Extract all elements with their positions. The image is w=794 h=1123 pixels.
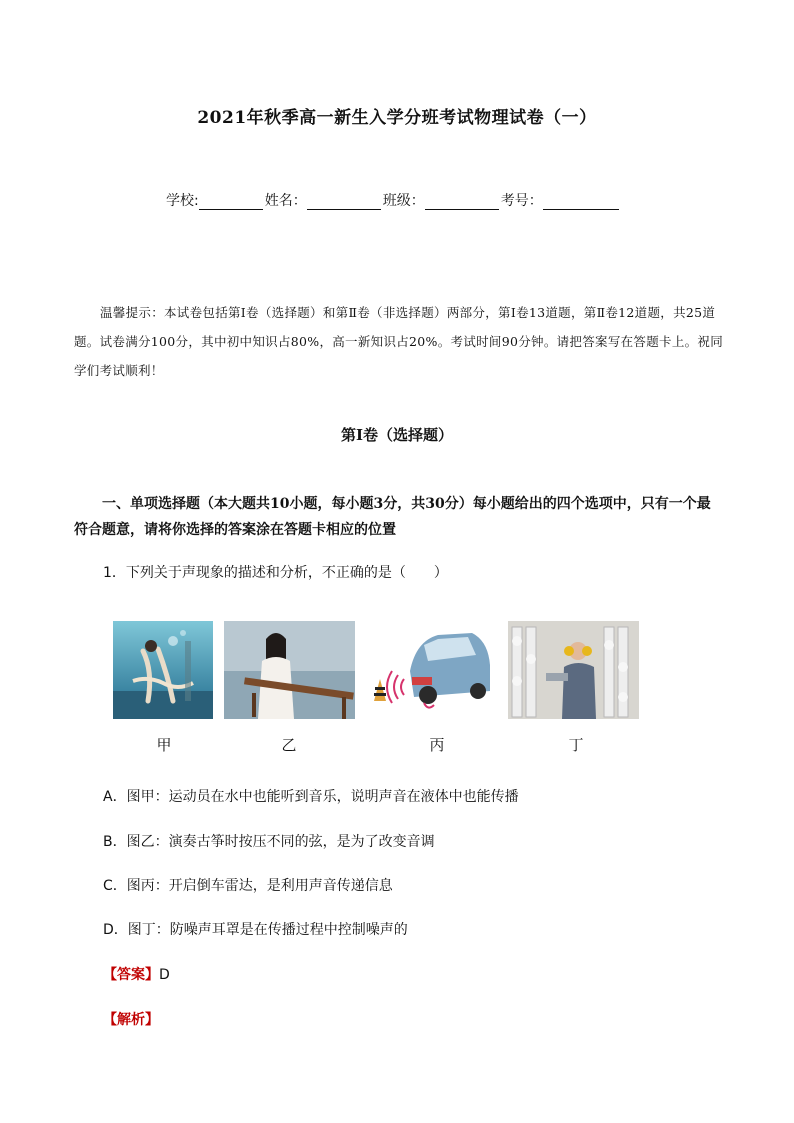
answer-value: D [159, 967, 170, 983]
question-stem: 1．下列关于声现象的描述和分析，不正确的是（ ） [103, 565, 448, 581]
guzheng-player-image [224, 621, 355, 719]
number-label: 考号： [500, 193, 543, 209]
option-a: A．图甲：运动员在水中也能听到音乐，说明声音在液体中也能传播 [103, 789, 519, 805]
name-label: 姓名： [264, 193, 307, 209]
option-d: D．图丁：防噪声耳罩是在传播过程中控制噪声的 [103, 922, 408, 938]
factory-earmuffs-image [508, 621, 639, 719]
car-reverse-radar-image [368, 621, 493, 719]
caption-ding: 丁 [568, 736, 584, 754]
option-b: B．图乙：演奏古筝时按压不同的弦，是为了改变音调 [103, 834, 435, 850]
page-title: 2021年秋季高一新生入学分班考试物理试卷（一） [197, 108, 597, 128]
caption-jia: 甲 [156, 736, 172, 754]
answer-label: 【答案】 [103, 967, 159, 983]
school-blank [199, 195, 263, 210]
class-label: 班级： [382, 193, 425, 209]
student-info-line [166, 190, 621, 210]
number-blank [543, 195, 619, 210]
analysis-line [103, 1009, 159, 1029]
part-title: 一、单项选择题（本大题共10小题，每小题3分，共30分）每小题给出的四个选项中，只有一个最符合题意，请将你选择的答案涂在答题卡相应的位置 [74, 496, 711, 538]
answer-line [103, 964, 170, 984]
name-blank [307, 195, 381, 210]
exam-tip: 温馨提示：本试卷包括第Ⅰ卷（选择题）和第Ⅱ卷（非选择题）两部分，第Ⅰ卷13道题，第Ⅱ卷12道题，共25道题。试卷满分100分，其中初中知识占80%，高一新知识占20%。考试时间90分钟。请把答案写在答题卡上。祝同学们考试顺利！ [74, 305, 724, 378]
caption-yi: 乙 [281, 736, 297, 754]
class-blank [425, 195, 499, 210]
school-label: 学校: [166, 193, 199, 209]
section-title: 第Ⅰ卷（选择题） [340, 426, 454, 444]
analysis-label: 【解析】 [103, 1012, 159, 1028]
underwater-swimmer-image [113, 621, 213, 719]
option-c: C．图丙：开启倒车雷达，是利用声音传递信息 [103, 878, 393, 894]
caption-bing: 丙 [429, 736, 445, 754]
